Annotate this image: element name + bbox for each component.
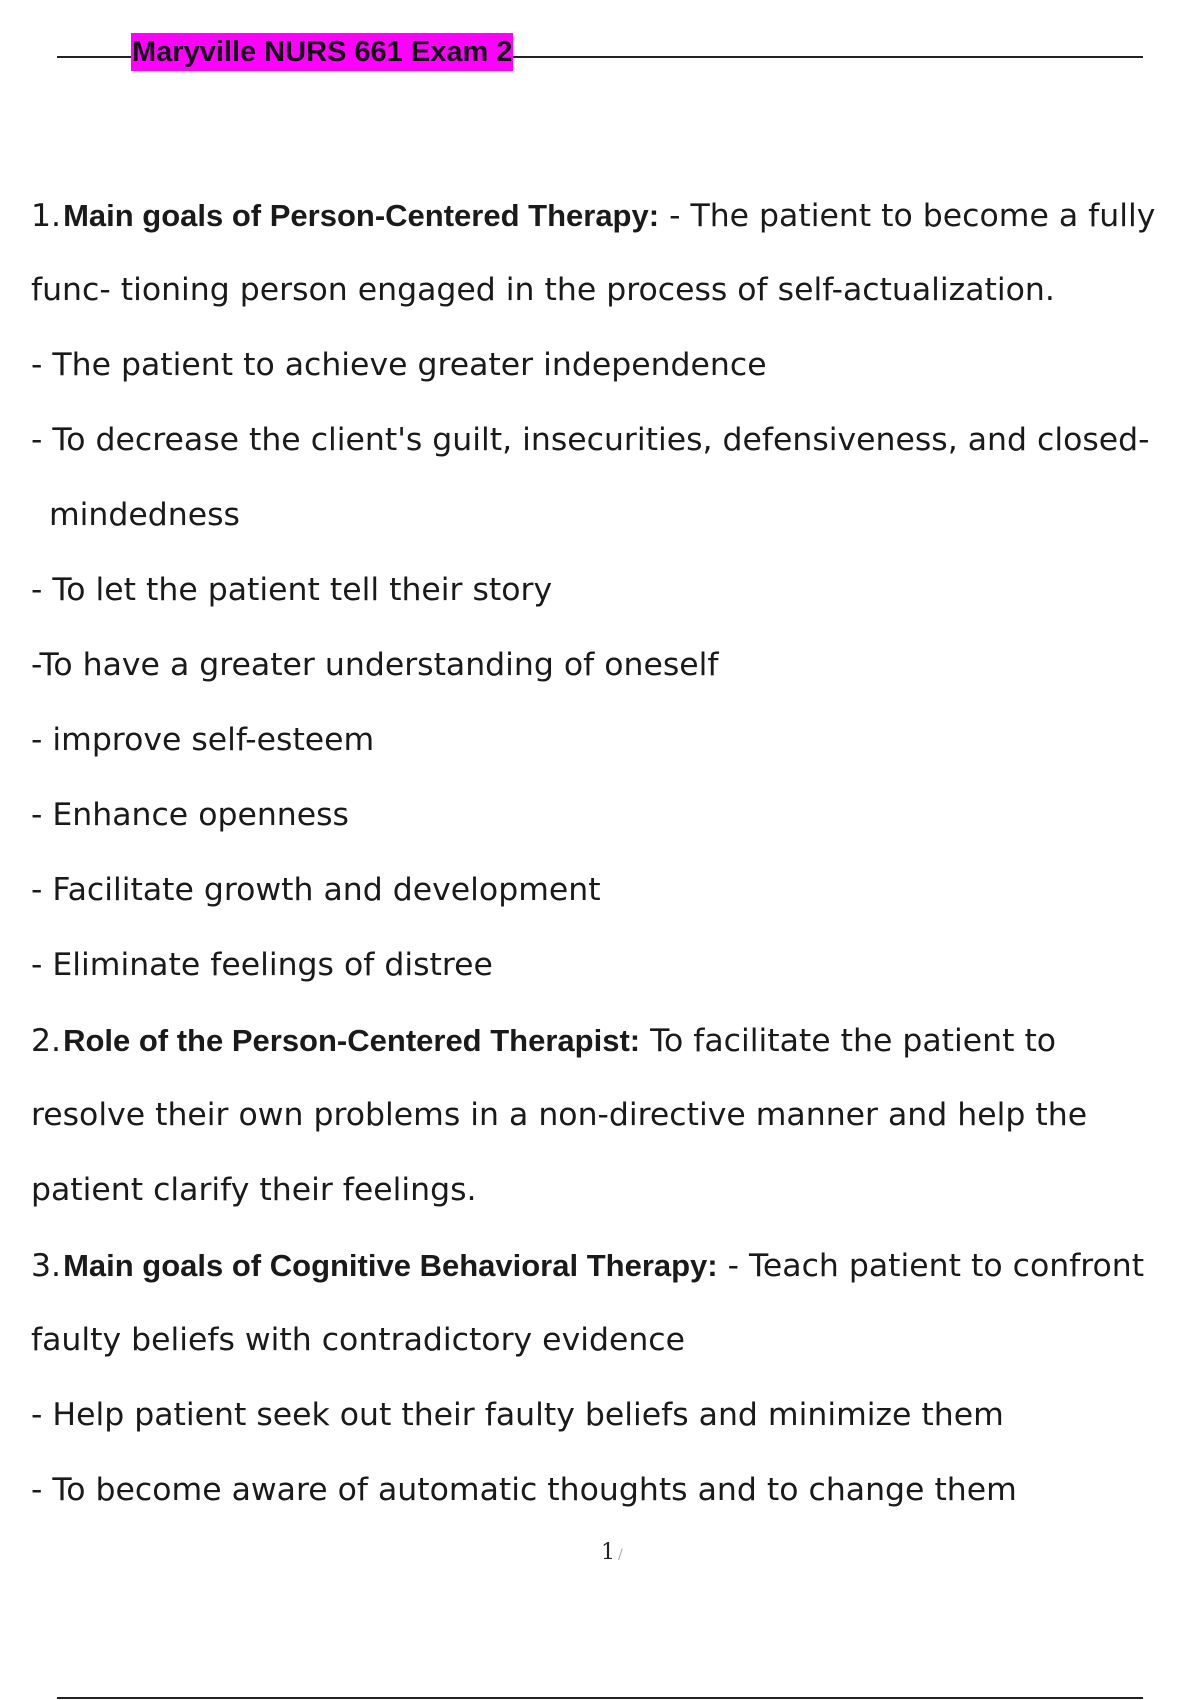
bullet-line: - Facilitate growth and development — [31, 872, 601, 908]
bullet-line: - To decrease the client's guilt, insecurities, defensiveness, and closed- — [31, 422, 1150, 458]
item-lead-text: - Teach patient to confront — [717, 1248, 1145, 1284]
item-term: Main goals of Person-Centered Therapy: — [63, 198, 660, 233]
item-continuation-line: resolve their own problems in a non-directive manner and help the — [31, 1097, 1088, 1133]
footer-rule — [57, 1697, 1143, 1699]
item-number: 3. — [31, 1248, 62, 1284]
bullet-line: - To let the patient tell their story — [31, 572, 553, 608]
item-number: 2. — [31, 1023, 62, 1059]
item-number: 1. — [31, 198, 62, 234]
bullet-line: - Enhance openness — [31, 797, 349, 833]
item-2-heading-line — [31, 1003, 1191, 1078]
item-lead-text: To facilitate the patient to — [640, 1023, 1057, 1059]
item-lead-text: - The patient to become a fully — [659, 198, 1156, 234]
bullet-line: - improve self-esteem — [31, 722, 375, 758]
document-title: Maryville NURS 661 Exam 2 — [131, 33, 513, 71]
item-1-heading-line — [31, 178, 1191, 253]
bullet-line: - To become aware of automatic thoughts and to change them — [31, 1472, 1017, 1508]
page-number-separator: / — [618, 1547, 623, 1563]
item-continuation-line: func- tioning person engaged in the process of self-actualization. — [31, 272, 1055, 308]
item-3-heading-line — [31, 1228, 1191, 1303]
item-term: Main goals of Cognitive Behavioral Therapy: — [63, 1248, 718, 1283]
bullet-wrap-line: mindedness — [49, 497, 240, 533]
bullet-line: - Help patient seek out their faulty beliefs and minimize them — [31, 1397, 1004, 1433]
page-number — [601, 1540, 623, 1565]
bullet-line: - Eliminate feelings of distree — [31, 947, 493, 983]
item-continuation-line: patient clarify their feelings. — [31, 1172, 477, 1208]
page-number-value: 1 — [601, 1540, 615, 1565]
item-term: Role of the Person-Centered Therapist: — [63, 1023, 641, 1058]
document-body — [31, 178, 1191, 1528]
bullet-line: - The patient to achieve greater independence — [31, 347, 767, 383]
bullet-line: -To have a greater understanding of oneself — [31, 647, 719, 683]
item-continuation-line: faulty beliefs with contradictory evidence — [31, 1322, 685, 1358]
